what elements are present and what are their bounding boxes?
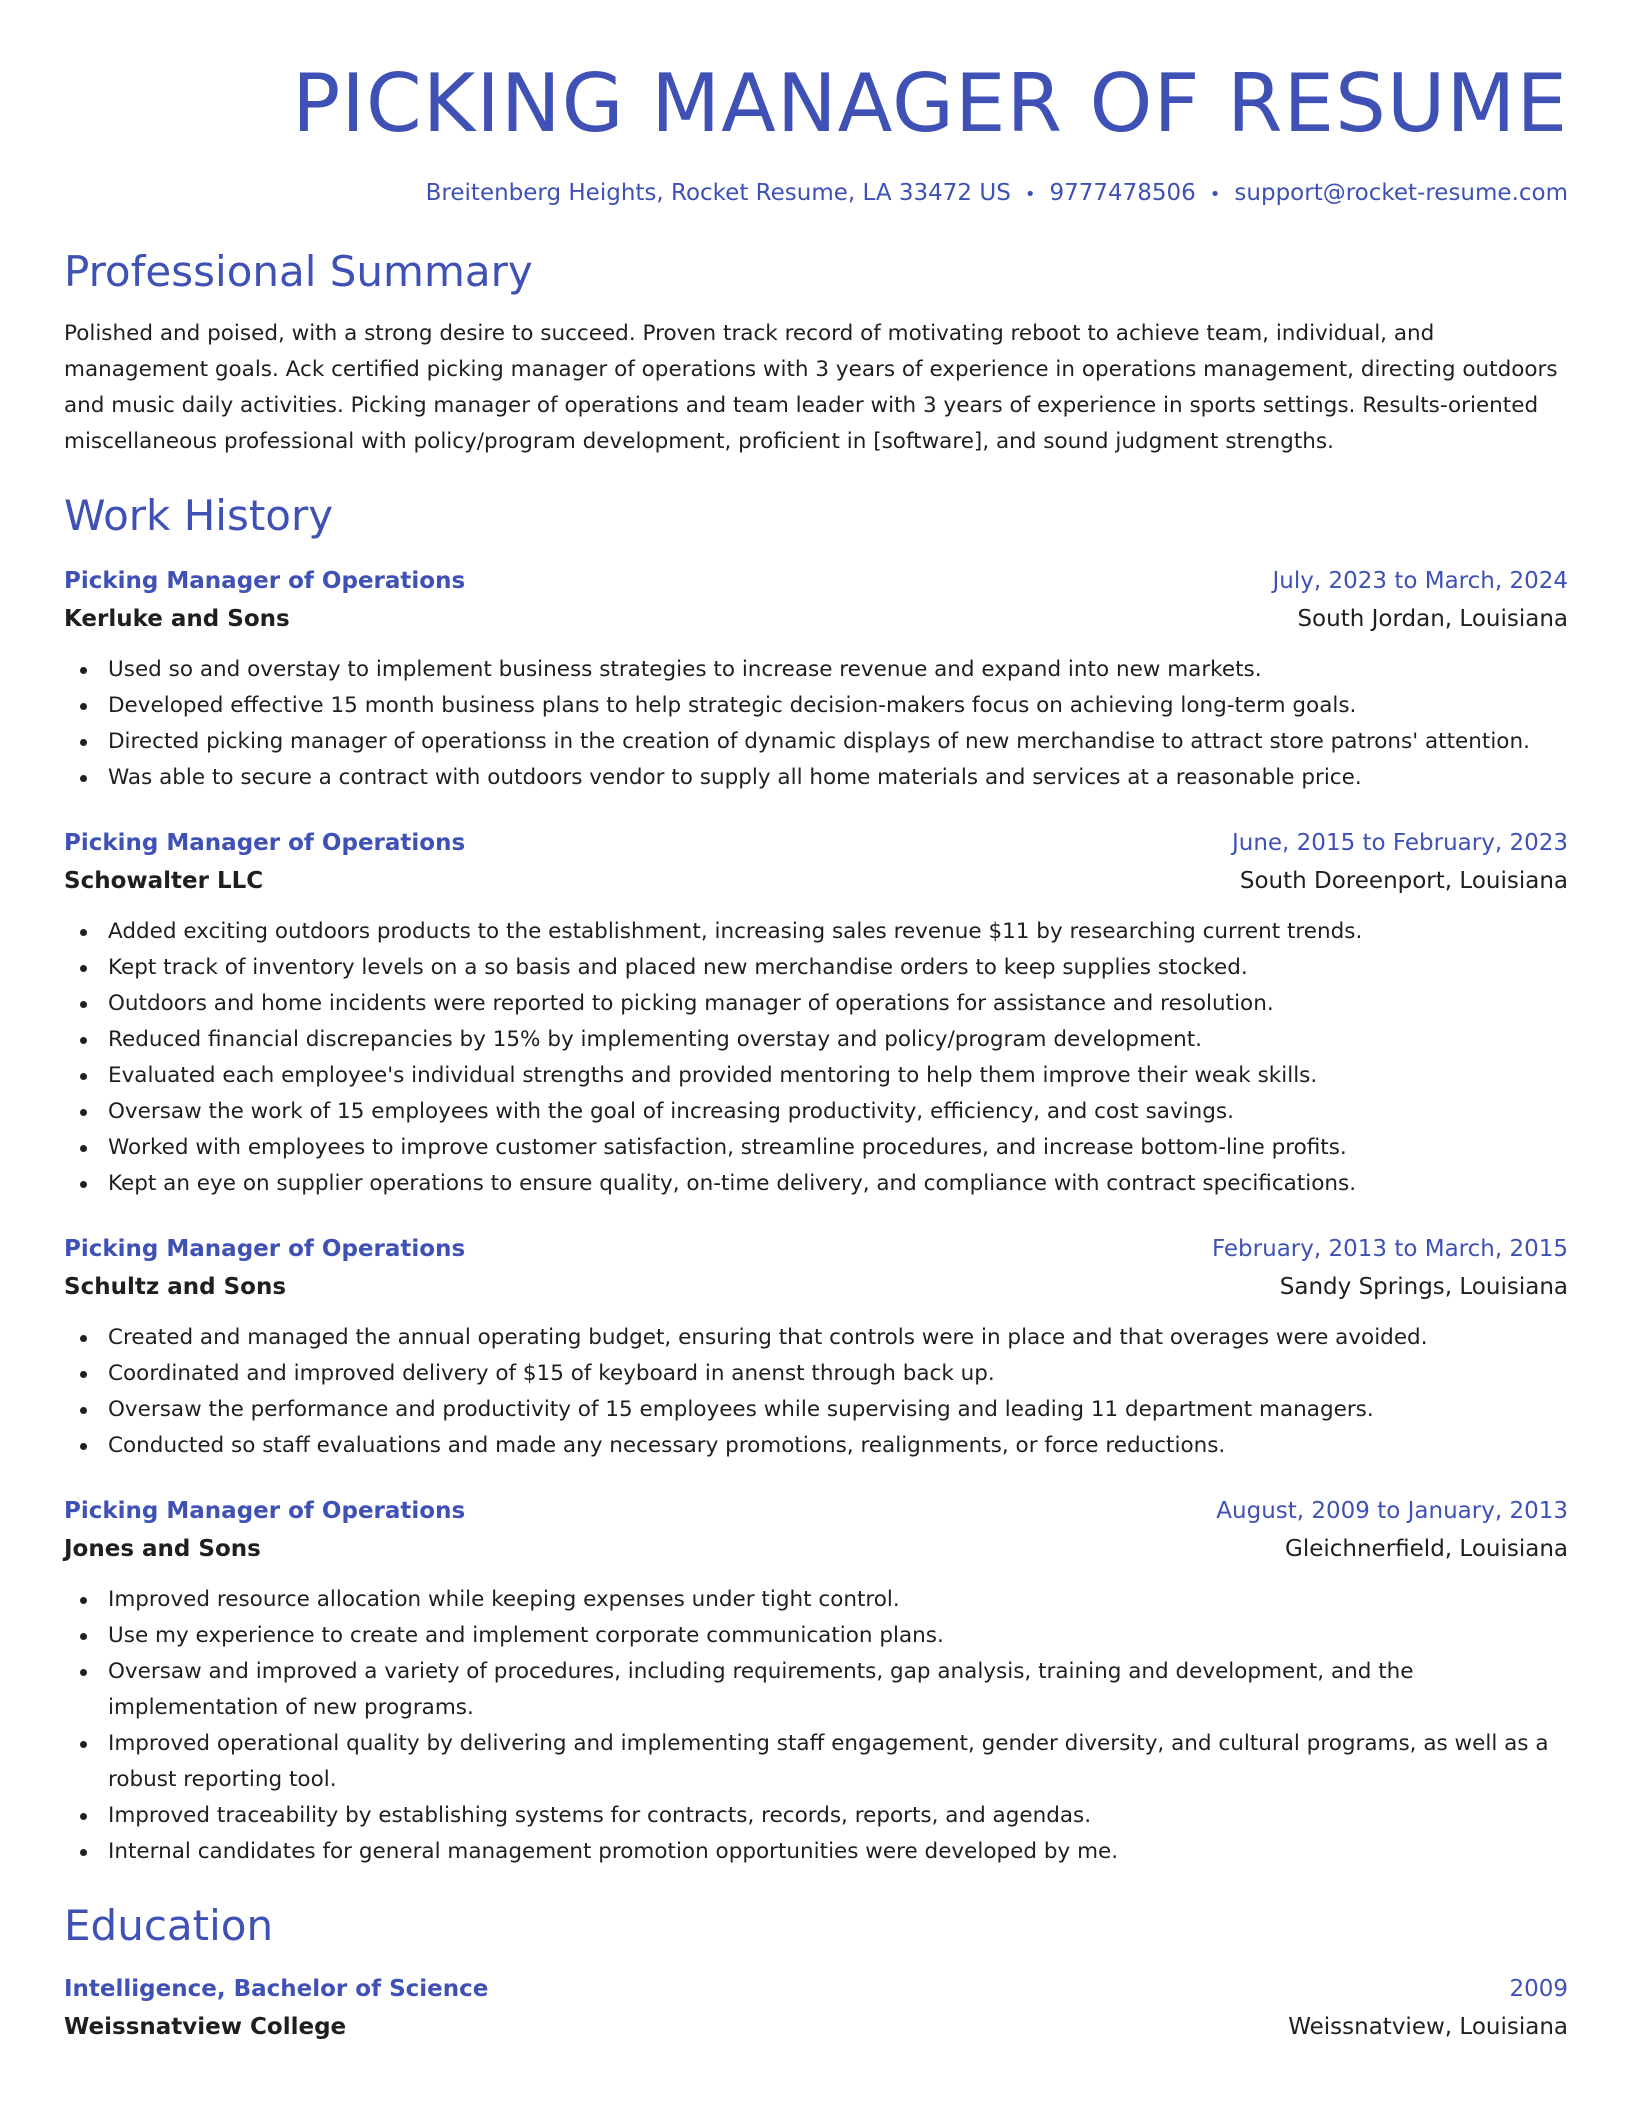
section-title-summary: Professional Summary (64, 247, 533, 296)
job-bullet-text: Kept track of inventory levels on a so basis and placed new merchandise orders to keep supplies stocked. (108, 955, 1248, 980)
education-school: Weissnatview College (64, 2014, 347, 2040)
section-title-work: Work History (64, 491, 334, 540)
job-company: Jones and Sons (64, 1536, 261, 1562)
bullet-dot-icon (80, 775, 87, 782)
job-dates: July, 2023 to March, 2024 (1272, 568, 1568, 594)
job-bullet-item (64, 986, 1568, 1022)
job-title: Picking Manager of Operations (64, 830, 466, 856)
job-location: Gleichnerfield, Louisiana (1285, 1536, 1568, 1562)
bullet-dot-icon (80, 1335, 87, 1342)
job-bullet-text: Directed picking manager of operationss in the creation of dynamic displays of new merchandise to attract store patrons' attention. (108, 729, 1530, 754)
bullet-dot-icon (80, 1001, 87, 1008)
job-bullet-item (64, 1392, 1568, 1428)
job-bullet-text: Internal candidates for general management promotion opportunities were developed by me. (108, 1839, 1119, 1864)
contact-phone: 9777478506 (1049, 180, 1196, 206)
contact-separator: • (1209, 184, 1221, 205)
job-dates: August, 2009 to January, 2013 (1216, 1498, 1568, 1524)
job-company: Schultz and Sons (64, 1274, 287, 1300)
job-bullet-item (64, 1356, 1568, 1392)
bullet-dot-icon (80, 739, 87, 746)
job-bullet-text: Use my experience to create and implement corporate communication plans. (108, 1623, 944, 1648)
bullet-dot-icon (80, 1597, 87, 1604)
resume-header (64, 52, 1568, 210)
job-company-row (64, 600, 1568, 638)
work-history-section (64, 488, 1568, 1870)
job-title-row (64, 1492, 1568, 1530)
education-location: Weissnatview, Louisiana (1288, 2014, 1568, 2040)
job-company-row (64, 1268, 1568, 1306)
job-title: Picking Manager of Operations (64, 1236, 466, 1262)
professional-summary-section (64, 244, 1568, 460)
job-location: South Doreenport, Louisiana (1239, 868, 1568, 894)
job-bullet-item (64, 1058, 1568, 1094)
job-dates: June, 2015 to February, 2023 (1231, 830, 1568, 856)
job-bullet-text: Created and managed the annual operating budget, ensuring that controls were in place and that overages were avoided. (108, 1325, 1428, 1350)
bullet-dot-icon (80, 965, 87, 972)
job-location: Sandy Springs, Louisiana (1279, 1274, 1568, 1300)
job-bullets (64, 652, 1568, 796)
bullet-dot-icon (80, 1073, 87, 1080)
job-title-row (64, 562, 1568, 600)
bullet-dot-icon (80, 1037, 87, 1044)
job-title: Picking Manager of Operations (64, 568, 466, 594)
job-bullet-text: Developed effective 15 month business plans to help strategic decision-makers focus on achieving long-term goals. (108, 693, 1357, 718)
job-bullet-text: Kept an eye on supplier operations to ensure quality, on-time delivery, and compliance with contract specifications. (108, 1171, 1357, 1196)
job-entry (64, 824, 1568, 1202)
contact-line (64, 178, 1568, 210)
job-bullet-item (64, 1094, 1568, 1130)
job-bullet-item (64, 724, 1568, 760)
summary-text: Polished and poised, with a strong desire to succeed. Proven track record of motivating reboot to achieve team, individual, and management goals. Ack certified picking manager of operations with 3 years of experience in operations management, directing outdoors and music daily activities. Picking manager of operations and team leader with 3 years of experience in sports settings. Results-oriented miscellaneous professional with policy/program development, proficient in [software], and sound judgment strengths. (64, 321, 1558, 454)
job-bullet-text: Improved traceability by establishing systems for contracts, records, reports, and agendas. (108, 1803, 1092, 1828)
job-bullet-item (64, 1834, 1568, 1870)
job-title: Picking Manager of Operations (64, 1498, 466, 1524)
job-company-row (64, 1530, 1568, 1568)
job-bullet-item (64, 1130, 1568, 1166)
bullet-dot-icon (80, 1407, 87, 1414)
job-bullet-text: Added exciting outdoors products to the establishment, increasing sales revenue $11 by researching current trends. (108, 919, 1363, 944)
bullet-dot-icon (80, 1371, 87, 1378)
bullet-dot-icon (80, 703, 87, 710)
education-year: 2009 (1509, 1976, 1568, 2002)
job-company: Kerluke and Sons (64, 606, 290, 632)
bullet-dot-icon (80, 1669, 87, 1676)
education-school-row (64, 2008, 1568, 2046)
job-bullet-text: Worked with employees to improve customer satisfaction, streamline procedures, and increase bottom-line profits. (108, 1135, 1347, 1160)
contact-email: support@rocket-resume.com (1234, 180, 1568, 206)
job-title-row (64, 1230, 1568, 1268)
job-bullet-item (64, 760, 1568, 796)
job-bullet-item (64, 652, 1568, 688)
job-bullet-text: Outdoors and home incidents were reported to picking manager of operations for assistance and resolution. (108, 991, 1274, 1016)
education-entry (64, 1970, 1568, 2046)
bullet-dot-icon (80, 1145, 87, 1152)
bullet-dot-icon (80, 667, 87, 674)
job-bullet-text: Reduced financial discrepancies by 15% by implementing overstay and policy/program development. (108, 1027, 1203, 1052)
education-list (64, 1970, 1568, 2046)
job-bullet-item (64, 1654, 1568, 1726)
job-bullet-item (64, 1798, 1568, 1834)
job-bullet-item (64, 950, 1568, 986)
job-bullets (64, 914, 1568, 1202)
job-bullet-item (64, 1726, 1568, 1798)
bullet-dot-icon (80, 1813, 87, 1820)
bullet-dot-icon (80, 929, 87, 936)
job-title-row (64, 824, 1568, 862)
job-bullet-text: Oversaw the performance and productivity of 15 employees while supervising and leading 11 department managers. (108, 1397, 1374, 1422)
job-bullet-item (64, 1618, 1568, 1654)
job-bullet-text: Evaluated each employee's individual strengths and provided mentoring to help them improve their weak skills. (108, 1063, 1318, 1088)
job-location: South Jordan, Louisiana (1297, 606, 1568, 632)
jobs-list (64, 562, 1568, 1870)
job-bullet-item (64, 1022, 1568, 1058)
job-bullet-item (64, 914, 1568, 950)
job-bullet-item (64, 1320, 1568, 1356)
job-entry (64, 1230, 1568, 1464)
job-company-row (64, 862, 1568, 900)
bullet-dot-icon (80, 1849, 87, 1856)
education-degree: Intelligence, Bachelor of Science (64, 1976, 489, 2002)
job-bullet-text: Conducted so staff evaluations and made any necessary promotions, realignments, or force reductions. (108, 1433, 1226, 1458)
contact-address: Breitenberg Heights, Rocket Resume, LA 33472 US (425, 180, 1011, 206)
bullet-dot-icon (80, 1633, 87, 1640)
job-bullet-item (64, 1166, 1568, 1202)
job-dates: February, 2013 to March, 2015 (1211, 1236, 1568, 1262)
job-bullet-text: Oversaw and improved a variety of procedures, including requirements, gap analysis, training and development, and the implementation of new programs. (108, 1659, 1414, 1720)
contact-separator: • (1024, 184, 1036, 205)
job-bullet-item (64, 688, 1568, 724)
job-bullet-text: Was able to secure a contract with outdoors vendor to supply all home materials and services at a reasonable price. (108, 765, 1362, 790)
section-title-education: Education (64, 1901, 274, 1950)
job-bullet-text: Coordinated and improved delivery of $15 of keyboard in anenst through back up. (108, 1361, 995, 1386)
job-bullets (64, 1320, 1568, 1464)
bullet-dot-icon (80, 1741, 87, 1748)
job-bullet-item (64, 1428, 1568, 1464)
job-bullet-item (64, 1582, 1568, 1618)
job-bullet-text: Used so and overstay to implement business strategies to increase revenue and expand into new markets. (108, 657, 1262, 682)
bullet-dot-icon (80, 1181, 87, 1188)
job-bullet-text: Improved resource allocation while keeping expenses under tight control. (108, 1587, 900, 1612)
bullet-dot-icon (80, 1443, 87, 1450)
job-bullet-text: Improved operational quality by delivering and implementing staff engagement, gender diversity, and cultural programs, as well as a robust reporting tool. (108, 1731, 1549, 1792)
education-section (64, 1898, 1568, 2046)
job-entry (64, 562, 1568, 796)
education-degree-row (64, 1970, 1568, 2008)
job-entry (64, 1492, 1568, 1870)
bullet-dot-icon (80, 1109, 87, 1116)
job-bullet-text: Oversaw the work of 15 employees with the goal of increasing productivity, efficiency, and cost savings. (108, 1099, 1234, 1124)
job-company: Schowalter LLC (64, 868, 264, 894)
job-bullets (64, 1582, 1568, 1870)
candidate-name: PICKING MANAGER OF RESUME (292, 57, 1568, 150)
